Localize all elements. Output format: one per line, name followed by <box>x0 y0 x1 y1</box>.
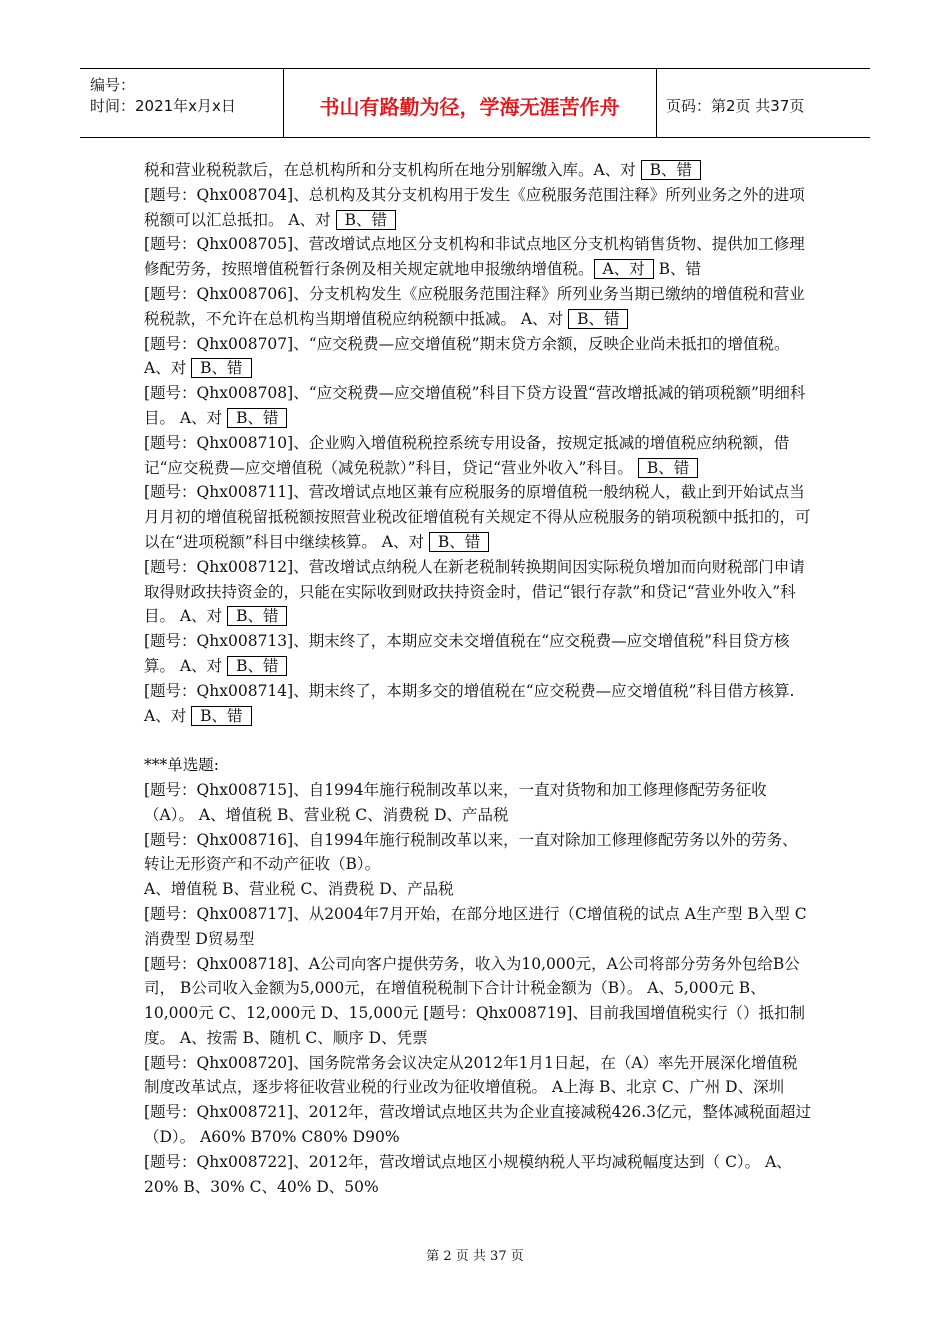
question-item: [题号：Qhx008705]、营改增试点地区分支机构和非试点地区分支机构销售货物、提供加工修理修配劳务，按照增值税暂行条例及相关规定就地申报缴纳增值税。 A、对 B、错 <box>144 235 805 279</box>
question-item: [题号：Qhx008708]、“应交税费—应交增值税”科目下贷方设置“营改增抵减的销项税额”明细科目。 A、对 B、错 <box>144 384 806 427</box>
section-title: ***单选题: <box>144 756 219 775</box>
question-item: [题号：Qhx008712]、营改增试点纳税人在新老税制转换期间因实际税负增加而向财税部门申请取得财政扶持资金的，只能在实际收到财政扶持资金时，借记“银行存款”和贷记“营业外收入”科目。 A、对 B、错 <box>144 557 805 626</box>
header-motto-cell <box>283 69 657 137</box>
question-item: 税和营业税税款后，在总机构所和分支机构所在地分别解缴入库。A、对 B、错 <box>144 158 812 183</box>
header-meta <box>80 69 284 137</box>
boxed-answer: B、错 <box>191 358 251 378</box>
time-label: 时间：2021年x月x日 <box>90 97 236 115</box>
single-choice-item: [题号：Qhx008722]、2012年，营改增试点地区小规模纳税人平均减税幅度达到（ C）。 A、20% B、30% C、40% D、50% <box>144 1152 792 1196</box>
boxed-answer: B、错 <box>227 656 287 676</box>
single-choice-item: [题号：Qhx008718]、A公司向客户提供劳务，收入为10,000元，A公司将部分劳务外包给B公司， B公司收入金额为5,000元，在增值税税制下合计计税金额为（B）。 A、5,000元 B、10,000元 C、12,000元 D、15,000元 [题号：Qhx008719]、目前我国增值税实行（）抵扣制度。 A、按需 B、随机 C、顺序 D、凭票 <box>144 954 805 1047</box>
question-item: [题号：Qhx008706]、分支机构发生《应税服务范围注释》所列业务当期已缴纳的增值税和营业税税款，不允许在总机构当期增值税应纳税额中抵减。 A、对 B、错 <box>144 284 805 328</box>
number-label: 编号： <box>90 76 136 94</box>
question-item: [题号：Qhx008704]、总机构及其分支机构用于发生《应税服务范围注释》所列业务之外的进项税额可以汇总抵扣。 A、对 B、错 <box>144 185 805 229</box>
boxed-answer: B、错 <box>568 309 628 329</box>
question-item: [题号：Qhx008713]、期末终了，本期应交未交增值税在“应交税费—应交增值税”科目贷方核算。 A、对 B、错 <box>144 632 790 675</box>
boxed-answer: B、错 <box>227 606 287 626</box>
question-item: [题号：Qhx008710]、企业购入增值税税控系统专用设备，按规定抵减的增值税应纳税额，借记“应交税费—应交增值税（减免税款）”科目，贷记“营业外收入”科目。 B、错 <box>144 433 790 477</box>
single-choice-item: [题号：Qhx008715]、自1994年施行税制改革以来，一直对货物和加工修理修配劳务征收（A）。 A、增值税 B、营业税 C、消费税 D、产品税 <box>144 780 767 824</box>
boxed-answer: B、错 <box>227 408 287 428</box>
document-body <box>144 158 812 1199</box>
page-label: 页码：第2页 共37页 <box>666 97 805 115</box>
motto: 书山有路勤为径，学海无涯苦作舟 <box>319 95 620 119</box>
spacer <box>144 728 812 753</box>
question-item: [题号：Qhx008711]、营改增试点地区兼有应税服务的原增值税一般纳税人，截止到开始试点当月月初的增值税留抵税额按照营业税改征增值税有关规定不得从应税服务的销项税额中抵扣的，可以在“进项税额”科目中继续核算。 A、对 B、错 <box>144 483 811 551</box>
header-page-cell <box>656 69 870 137</box>
boxed-answer: B、错 <box>336 210 396 230</box>
boxed-answer: B、错 <box>638 458 698 478</box>
question-item: [题号：Qhx008714]、期末终了，本期多交的增值税在“应交税费—应交增值税”科目借方核算. A、对 B、错 <box>144 681 795 725</box>
boxed-answer: A、对 <box>594 259 654 279</box>
boxed-answer: B、错 <box>191 706 251 726</box>
question-item: [题号：Qhx008707]、“应交税费—应交增值税”期末贷方余额，反映企业尚未抵扣的增值税。 A、对 B、错 <box>144 334 790 378</box>
boxed-answer: B、错 <box>429 532 489 552</box>
single-choice-item: [题号：Qhx008716]、自1994年施行税制改革以来，一直对除加工修理修配劳务以外的劳务、转让无形资产和不动产征收（B）。 <box>144 830 798 874</box>
single-choice-item: [题号：Qhx008720]、国务院常务会议决定从2012年1月1日起，在（A）率先开展深化增值税制度改革试点，逐步将征收营业税的行业改为征收增值税。 A上海 B、北京 C、广州 D、深圳 <box>144 1053 798 1097</box>
single-choice-item: [题号：Qhx008721]、2012年，营改增试点地区共为企业直接减税426.3亿元，整体减税面超过（D）。 A60% B70% C80% D90% <box>144 1103 812 1147</box>
page-header <box>80 68 870 138</box>
boxed-answer: B、错 <box>641 160 701 180</box>
single-choice-item: A、增值税 B、营业税 C、消费税 D、产品税 <box>144 880 454 899</box>
single-choice-item: [题号：Qhx008717]、从2004年7月开始，在部分地区进行（C增值税的试点 A生产型 B入型 C消费型 D贸易型 <box>144 904 807 948</box>
page-footer: 第 2 页 共 37 页 <box>426 1249 524 1264</box>
